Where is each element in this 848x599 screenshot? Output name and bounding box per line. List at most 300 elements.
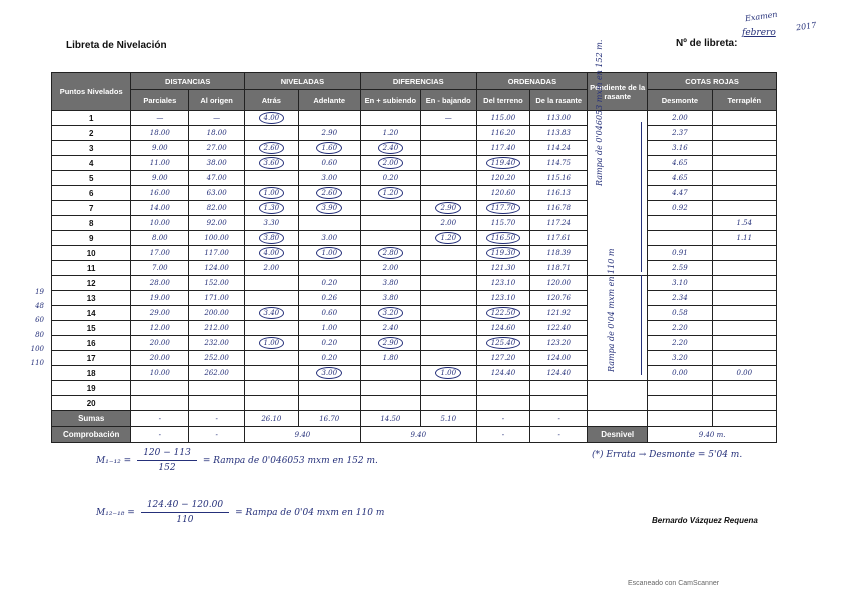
cell-des: 4.65	[648, 171, 712, 186]
cell-value: 120.00	[546, 279, 571, 287]
point-number: 10	[52, 246, 131, 261]
formula-1-fraction	[137, 448, 197, 473]
cell-des	[648, 381, 712, 396]
cell-ori	[189, 261, 245, 276]
cell-ras	[530, 201, 588, 216]
cell-value: 115.16	[546, 174, 571, 182]
sumas-ori: -	[189, 411, 245, 427]
cell-ade	[298, 171, 360, 186]
cell-value: 3.80	[382, 294, 399, 302]
cell-value: 116.13	[546, 189, 571, 197]
exam-note: Examen	[744, 9, 779, 24]
cell-pendiente	[588, 216, 648, 231]
cell-value: 10.00	[149, 369, 170, 377]
cell-value: 2.00	[263, 264, 280, 272]
author-name: Bernardo Vázquez Requena	[652, 516, 758, 525]
point-number: 13	[52, 291, 131, 306]
cell-ras	[530, 276, 588, 291]
cell-value: 82.00	[206, 204, 227, 212]
cell-terr	[712, 141, 776, 156]
header-niveladas: NIVELADAS	[245, 73, 361, 90]
header-diferencias: DIFERENCIAS	[360, 73, 476, 90]
table-row	[52, 156, 777, 171]
point-number: 14	[52, 306, 131, 321]
cell-baj	[420, 276, 476, 291]
cell-des: 4.65	[648, 156, 712, 171]
cell-des: 0.58	[648, 306, 712, 321]
cell-value: 29.00	[149, 309, 170, 317]
cell-baj	[420, 351, 476, 366]
cell-value: 2.80	[378, 247, 404, 259]
cell-baj	[420, 246, 476, 261]
cell-value: 124.00	[204, 264, 229, 272]
cell-value: 200.00	[204, 309, 229, 317]
point-number: 11	[52, 261, 131, 276]
cell-value: 262.00	[204, 369, 229, 377]
table-row	[52, 216, 777, 231]
formula-2-denominator: 110	[176, 515, 194, 525]
cell-des: 2.20	[648, 336, 712, 351]
table-row	[52, 186, 777, 201]
cell-value: 3.00	[316, 367, 342, 379]
subheader-3: Adelante	[298, 90, 360, 111]
cell-terr	[712, 246, 776, 261]
cell-sub	[360, 276, 420, 291]
cell-value: 115.70	[490, 219, 516, 227]
sumas-ade: 16.70	[298, 411, 360, 427]
cell-value: 2.40	[382, 324, 399, 332]
cell-value: 1.00	[259, 187, 285, 199]
cell-baj	[420, 381, 476, 396]
cell-des: 3.20	[648, 351, 712, 366]
cell-baj	[420, 201, 476, 216]
cell-ade	[298, 381, 360, 396]
cell-ter	[476, 246, 530, 261]
cell-par	[131, 156, 189, 171]
cell-pendiente	[588, 381, 648, 396]
comprobacion-row	[52, 427, 777, 443]
cell-terr: 1.54	[712, 216, 776, 231]
cell-ter	[476, 216, 530, 231]
subheader-0: Parciales	[131, 90, 189, 111]
cell-sub	[360, 336, 420, 351]
cell-par	[131, 111, 189, 126]
cell-sub	[360, 126, 420, 141]
cell-par	[131, 246, 189, 261]
cell-des: 2.20	[648, 321, 712, 336]
point-number: 19	[52, 381, 131, 396]
cell-des: 2.34	[648, 291, 712, 306]
cell-value: 171.00	[204, 294, 229, 302]
cell-sub	[360, 216, 420, 231]
cell-ras	[530, 231, 588, 246]
cell-value: 232.00	[204, 339, 229, 347]
sumas-sub: 14.50	[360, 411, 420, 427]
rampa-note-1: Rampa de 0'046053 mxm en 152 m.	[595, 39, 604, 186]
cell-atr	[245, 156, 299, 171]
cell-par	[131, 261, 189, 276]
cell-par	[131, 366, 189, 381]
comprobacion-label: Comprobación	[52, 427, 131, 443]
cell-value: 47.00	[206, 174, 227, 182]
cell-value: 124.60	[490, 324, 516, 332]
cell-value: 115.00	[490, 114, 516, 122]
cell-terr	[712, 186, 776, 201]
formula-2-fraction	[141, 500, 229, 525]
table-row	[52, 261, 777, 276]
cell-atr	[245, 321, 299, 336]
cell-terr	[712, 171, 776, 186]
cell-baj	[420, 141, 476, 156]
cell-ras	[530, 246, 588, 261]
cell-value: 119.30	[486, 247, 521, 259]
errata-note	[592, 450, 742, 460]
cell-atr	[245, 306, 299, 321]
cell-pendiente	[588, 231, 648, 246]
cell-ras	[530, 396, 588, 411]
scanner-watermark: Escaneado con CamScanner	[628, 580, 720, 587]
cell-sub	[360, 261, 420, 276]
cell-ras	[530, 171, 588, 186]
cell-value: 92.00	[206, 219, 227, 227]
cell-value: 1.20	[378, 187, 404, 199]
cell-value: 18.00	[206, 129, 227, 137]
cell-ade	[298, 276, 360, 291]
cell-atr	[245, 246, 299, 261]
cell-ade	[298, 321, 360, 336]
cell-value: 116.50	[486, 232, 521, 244]
table-row	[52, 201, 777, 216]
cell-baj	[420, 126, 476, 141]
cell-ter	[476, 186, 530, 201]
cell-value: 252.00	[204, 354, 229, 362]
subheader-4: En + subiendo	[360, 90, 420, 111]
cell-value: 3.40	[259, 307, 285, 319]
libreta-label: Nº de libreta:	[676, 38, 738, 49]
point-number: 6	[52, 186, 131, 201]
cell-terr: 0.00	[712, 366, 776, 381]
cell-ras	[530, 126, 588, 141]
cell-ori	[189, 171, 245, 186]
cell-value: 1.20	[435, 232, 461, 244]
cell-terr	[712, 291, 776, 306]
table-row	[52, 126, 777, 141]
cell-par	[131, 336, 189, 351]
formula-1-denominator: 152	[158, 463, 176, 473]
point-number: 15	[52, 321, 131, 336]
cell-des	[648, 216, 712, 231]
cell-baj	[420, 306, 476, 321]
cell-value: 120.76	[546, 294, 571, 302]
subheader-2: Atrás	[245, 90, 299, 111]
cell-value: 118.71	[546, 264, 571, 272]
sumas-baj: 5.10	[420, 411, 476, 427]
errata-text: (*) Errata → Desmonte = 5'04 m.	[592, 450, 743, 460]
cell-ter	[476, 156, 530, 171]
cell-sub	[360, 111, 420, 126]
cell-sub	[360, 171, 420, 186]
cell-ori	[189, 366, 245, 381]
sumas-par: -	[131, 411, 189, 427]
cell-value: 121.92	[546, 309, 571, 317]
cell-pendiente	[588, 276, 648, 291]
cell-des: 2.37	[648, 126, 712, 141]
point-number: 16	[52, 336, 131, 351]
cell-par	[131, 141, 189, 156]
subheader-7: De la rasante	[530, 90, 588, 111]
leveling-table-wrapper	[51, 72, 777, 443]
cell-baj	[420, 261, 476, 276]
cell-des	[648, 396, 712, 411]
header-distancias: DISTANCIAS	[131, 73, 245, 90]
point-number: 5	[52, 171, 131, 186]
table-row	[52, 381, 777, 396]
sumas-atr: 26.10	[245, 411, 299, 427]
cell-atr	[245, 171, 299, 186]
cell-ade	[298, 201, 360, 216]
cell-ori	[189, 306, 245, 321]
point-number: 2	[52, 126, 131, 141]
cell-value: 117.24	[546, 219, 571, 227]
cell-atr	[245, 231, 299, 246]
cell-baj	[420, 336, 476, 351]
comprobacion-ter: -	[476, 427, 530, 443]
cell-atr	[245, 276, 299, 291]
cell-atr	[245, 381, 299, 396]
cell-value: 127.20	[490, 354, 516, 362]
cell-des: 2.59	[648, 261, 712, 276]
cell-des: 0.91	[648, 246, 712, 261]
cell-value: 117.61	[546, 234, 571, 242]
formula-2	[96, 500, 384, 525]
cell-baj	[420, 396, 476, 411]
cell-terr	[712, 126, 776, 141]
cell-terr	[712, 351, 776, 366]
cell-ras	[530, 321, 588, 336]
cell-ade	[298, 156, 360, 171]
point-number: 3	[52, 141, 131, 156]
cell-value: 1.30	[259, 202, 285, 214]
cell-value: 1.80	[382, 354, 399, 362]
table-row	[52, 306, 777, 321]
cell-terr	[712, 201, 776, 216]
cell-value: 8.00	[152, 234, 168, 242]
cell-ade	[298, 186, 360, 201]
cell-ter	[476, 261, 530, 276]
header-ordenadas: ORDENADAS	[476, 73, 588, 90]
cell-terr	[712, 261, 776, 276]
cell-atr	[245, 141, 299, 156]
margin-number: 80	[35, 330, 44, 339]
desnivel-value: 9.40 m.	[648, 427, 777, 443]
cell-ras	[530, 111, 588, 126]
margin-number: 100	[30, 344, 44, 353]
cell-ori	[189, 126, 245, 141]
sumas-ter: -	[476, 411, 530, 427]
exam-year: 2017	[795, 20, 817, 33]
cell-value: 9.00	[152, 174, 168, 182]
cell-value: 3.90	[316, 202, 342, 214]
cell-value: 2.90	[321, 129, 338, 137]
cell-ade	[298, 306, 360, 321]
cell-baj	[420, 186, 476, 201]
cell-baj	[420, 366, 476, 381]
cell-des	[648, 231, 712, 246]
cell-pendiente	[588, 321, 648, 336]
cell-value: 3.00	[321, 174, 338, 182]
point-number: 12	[52, 276, 131, 291]
cell-ter	[476, 201, 530, 216]
cell-des: 2.00	[648, 111, 712, 126]
cell-ras	[530, 306, 588, 321]
cell-par	[131, 276, 189, 291]
sumas-label: Sumas	[52, 411, 131, 427]
cell-par	[131, 231, 189, 246]
cell-atr	[245, 186, 299, 201]
cell-value: —	[156, 114, 164, 122]
cell-ras	[530, 186, 588, 201]
cell-ras	[530, 366, 588, 381]
cell-ade	[298, 336, 360, 351]
formula-2-numerator: 124.40 − 120.00	[141, 500, 229, 513]
cell-ori	[189, 201, 245, 216]
cell-ori	[189, 336, 245, 351]
cell-ter	[476, 141, 530, 156]
cell-value: 118.39	[546, 249, 571, 257]
point-number: 8	[52, 216, 131, 231]
cell-ori	[189, 351, 245, 366]
sumas-blank	[648, 411, 712, 427]
page-title: Libreta de Nivelación	[66, 40, 167, 51]
cell-value: 125.40	[486, 337, 521, 349]
cell-ade	[298, 126, 360, 141]
cell-par	[131, 396, 189, 411]
cell-value: 2.90	[378, 337, 404, 349]
cell-ade	[298, 351, 360, 366]
cell-par	[131, 186, 189, 201]
cell-par	[131, 171, 189, 186]
cell-ras	[530, 216, 588, 231]
cell-atr	[245, 261, 299, 276]
cell-value: 1.00	[435, 367, 461, 379]
cell-value: 113.83	[546, 129, 571, 137]
cell-sub	[360, 141, 420, 156]
cell-value: 116.20	[490, 129, 516, 137]
cell-ras	[530, 381, 588, 396]
cell-value: 0.60	[321, 159, 338, 167]
cell-ras	[530, 156, 588, 171]
cell-pendiente	[588, 366, 648, 381]
cell-ori	[189, 381, 245, 396]
subheader-8: Desmonte	[648, 90, 712, 111]
cell-baj	[420, 156, 476, 171]
sumas-blank	[712, 411, 776, 427]
cell-value: 117.70	[486, 202, 521, 214]
cell-value: 116.78	[546, 204, 571, 212]
cell-des: 3.16	[648, 141, 712, 156]
sumas-row	[52, 411, 777, 427]
cell-ras	[530, 261, 588, 276]
point-number: 7	[52, 201, 131, 216]
cell-value: 9.00	[152, 144, 168, 152]
cell-terr	[712, 321, 776, 336]
table-row	[52, 321, 777, 336]
desnivel-label: Desnivel	[588, 427, 648, 443]
cell-ras	[530, 351, 588, 366]
cell-par	[131, 216, 189, 231]
cell-sub	[360, 381, 420, 396]
cell-ori	[189, 246, 245, 261]
header-pendiente: Pendiente de la rasante	[588, 73, 648, 111]
cell-value: 0.20	[321, 339, 338, 347]
cell-des: 4.47	[648, 186, 712, 201]
cell-value: 16.00	[149, 189, 170, 197]
margin-number: 110	[30, 359, 44, 367]
cell-ter	[476, 276, 530, 291]
cell-value: 2.00	[440, 219, 457, 227]
cell-ter	[476, 171, 530, 186]
cell-value: 7.00	[152, 264, 168, 272]
cell-pendiente	[588, 186, 648, 201]
cell-value: 28.00	[149, 279, 170, 287]
cell-ter	[476, 351, 530, 366]
formula-1-label: M₁₋₁₂ =	[96, 455, 132, 466]
cell-ter	[476, 366, 530, 381]
cell-terr	[712, 156, 776, 171]
cell-value: 124.40	[490, 369, 516, 377]
point-number: 1	[52, 111, 131, 126]
point-number: 18	[52, 366, 131, 381]
cell-sub	[360, 366, 420, 381]
table-row	[52, 231, 777, 246]
sumas-ras: -	[530, 411, 588, 427]
cell-ter	[476, 321, 530, 336]
cell-par	[131, 351, 189, 366]
point-number: 4	[52, 156, 131, 171]
cell-value: 122.40	[546, 324, 571, 332]
table-row	[52, 351, 777, 366]
cell-value: 124.40	[546, 369, 571, 377]
cell-ade	[298, 246, 360, 261]
formula-1-numerator: 120 − 113	[137, 448, 197, 461]
cell-value: 17.00	[149, 249, 170, 257]
table-row	[52, 291, 777, 306]
cell-value: 0.20	[382, 174, 399, 182]
cell-value: 119.40	[486, 157, 521, 169]
cell-par	[131, 291, 189, 306]
cell-value: 2.00	[378, 157, 404, 169]
cell-ade	[298, 366, 360, 381]
cell-value: 113.00	[546, 114, 571, 122]
rampa-note-2: Rampa de 0'04 mxm en 110 m	[607, 248, 616, 372]
cell-value: 4.00	[259, 112, 285, 124]
cell-sub	[360, 231, 420, 246]
table-row	[52, 141, 777, 156]
cell-ori	[189, 111, 245, 126]
cell-terr	[712, 396, 776, 411]
cell-value: 1.60	[316, 142, 342, 154]
cell-value: —	[213, 114, 221, 122]
cell-value: 10.00	[149, 219, 170, 227]
cell-ter	[476, 111, 530, 126]
cell-par	[131, 381, 189, 396]
cell-value: 27.00	[206, 144, 227, 152]
table-row	[52, 366, 777, 381]
cell-sub	[360, 306, 420, 321]
cell-ori	[189, 291, 245, 306]
margin-number: 60	[35, 316, 44, 325]
cell-value: 0.26	[321, 294, 338, 302]
